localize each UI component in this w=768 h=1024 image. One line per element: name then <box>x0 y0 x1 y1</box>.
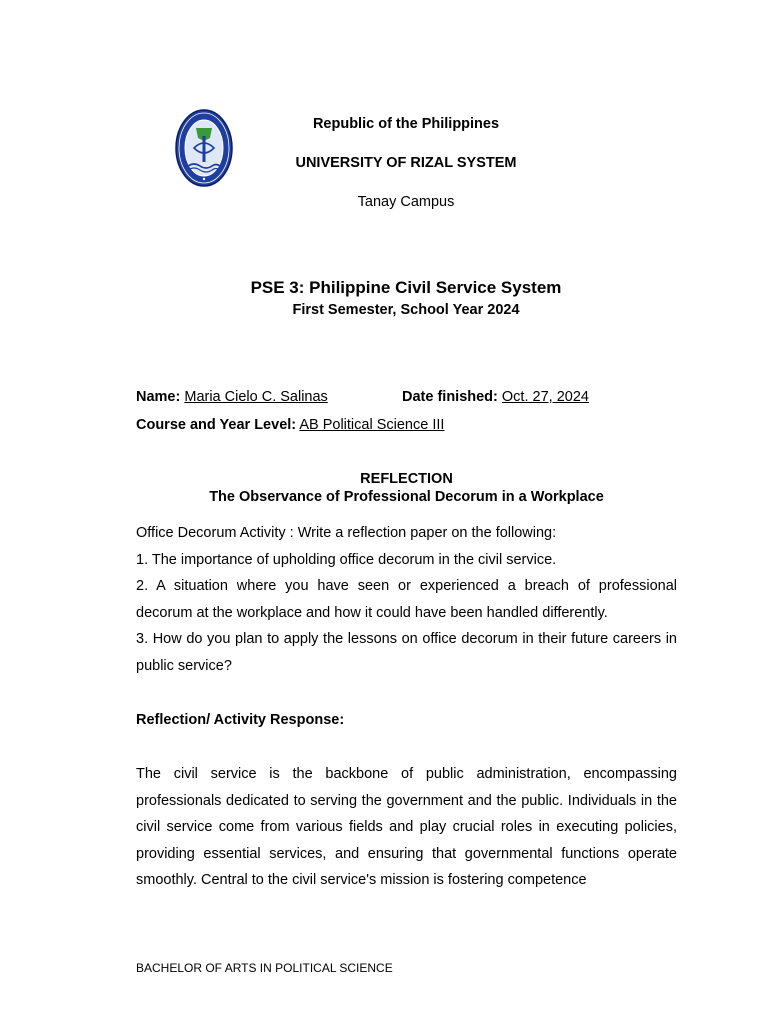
date-label: Date finished: <box>402 389 498 405</box>
republic-heading: Republic of the Philippines <box>312 116 500 132</box>
instruction-line: Office Decorum Activity : Write a reflection paper on the following: <box>136 525 557 541</box>
course-year-field <box>136 417 444 433</box>
name-value: Maria Cielo C. Salinas <box>184 389 328 405</box>
response-label: Reflection/ Activity Response: <box>136 712 345 728</box>
response-text: The civil service is the backbone of public administration, encompassing professionals dedicated to serving the government and the public. Individuals in the civil service come from various fields and play crucial roles in executing policies, providing essential services, and ensuring that governmental functions operate smoothly. Central to the civil service's mission is fostering competence <box>136 766 677 889</box>
page-footer: BACHELOR OF ARTS IN POLITICAL SCIENCE <box>136 961 393 975</box>
course-label: Course and Year Level: <box>136 417 297 433</box>
instruction-line: 3. How do you plan to apply the lessons on office decorum in their future careers in public service? <box>136 631 677 674</box>
course-title: PSE 3: Philippine Civil Service System <box>250 278 562 297</box>
date-finished-field <box>402 389 589 405</box>
course-value: AB Political Science III <box>299 417 445 433</box>
response-paragraph <box>136 761 677 894</box>
university-seal-icon <box>174 108 234 188</box>
instruction-line: 2. A situation where you have seen or experienced a breach of professional decorum at the workplace and how it could have been handled differently. <box>136 578 677 621</box>
university-heading: UNIVERSITY OF RIZAL SYSTEM <box>295 155 517 171</box>
instructions-block <box>136 520 677 680</box>
reflection-subtitle: The Observance of Professional Decorum in a Workplace <box>209 489 604 505</box>
name-label: Name: <box>136 389 181 405</box>
reflection-title: REFLECTION <box>360 471 453 487</box>
date-value: Oct. 27, 2024 <box>501 389 589 405</box>
campus-heading: Tanay Campus <box>357 194 455 210</box>
instruction-line: 1. The importance of upholding office decorum in the civil service. <box>136 551 557 568</box>
student-name-field <box>136 389 328 405</box>
semester-line: First Semester, School Year 2024 <box>292 302 520 318</box>
